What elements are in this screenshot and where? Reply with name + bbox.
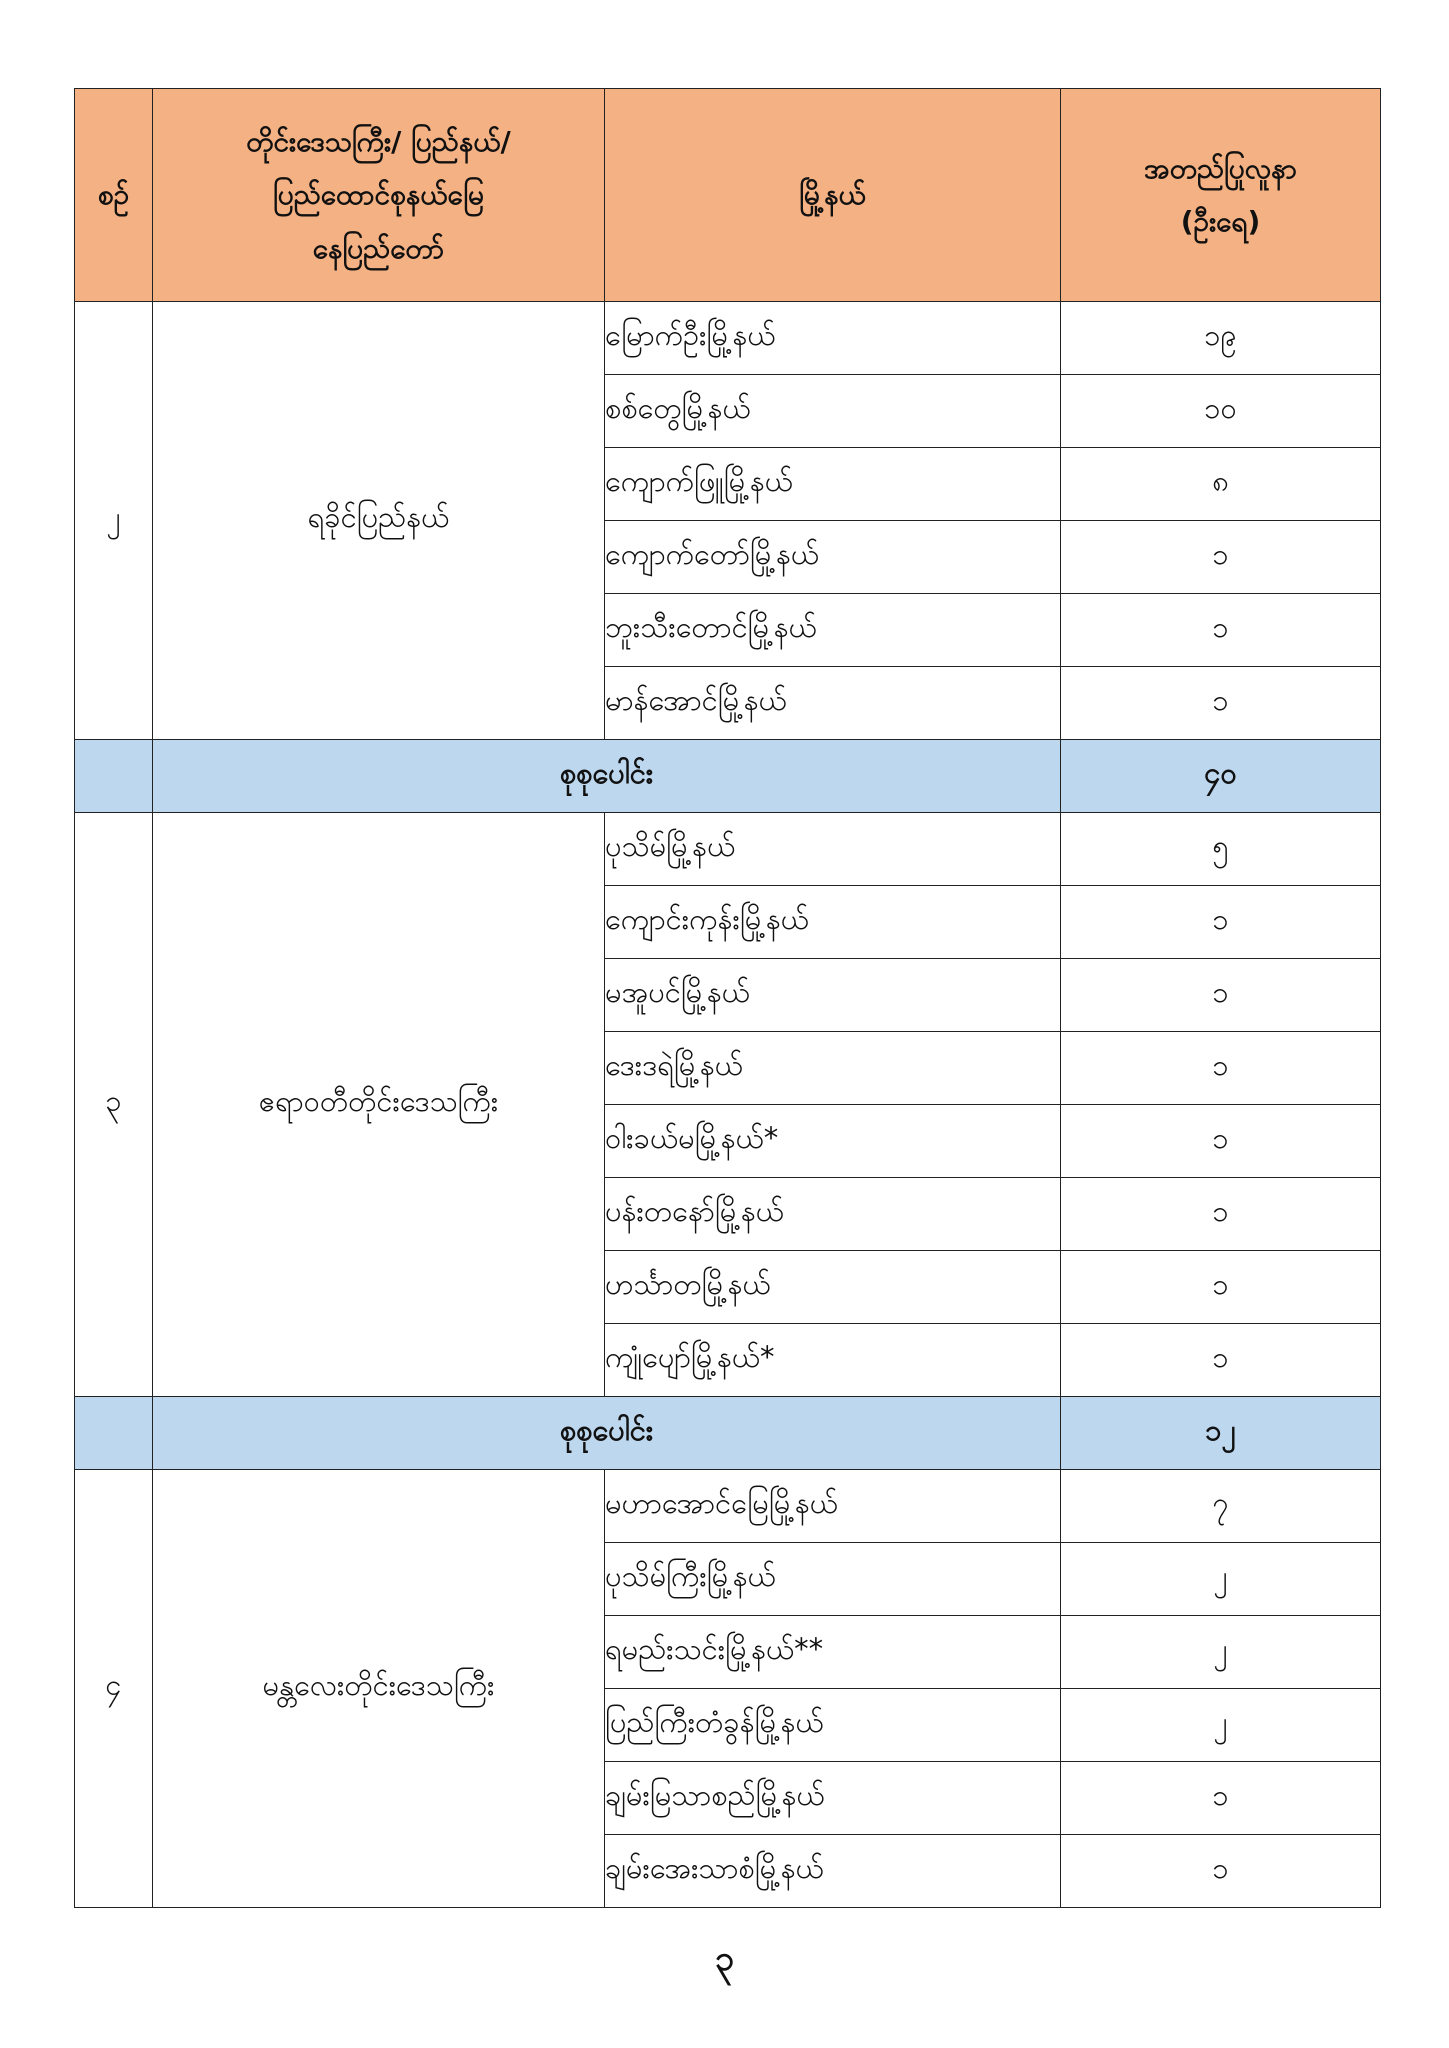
township-cell: ချမ်းမြသာစည်မြို့နယ် <box>605 1762 1061 1835</box>
subtotal-label: စုစုပေါင်း <box>153 1397 1061 1470</box>
header-region-line3: နေပြည်တော် <box>312 231 445 265</box>
subtotal-row <box>75 740 1381 813</box>
table-row <box>75 302 1381 375</box>
township-cell: ကျောက်ဖြူမြို့နယ် <box>605 448 1061 521</box>
township-cell: မအူပင်မြို့နယ် <box>605 959 1061 1032</box>
subtotal-value: ၁၂ <box>1061 1397 1381 1470</box>
header-sr-text: စဉ် <box>97 178 130 212</box>
count-cell: ၁၀ <box>1061 375 1381 448</box>
header-row <box>75 89 1381 302</box>
table-row <box>75 813 1381 886</box>
subtotal-empty-cell <box>75 740 153 813</box>
count-cell: ၁ <box>1061 521 1381 594</box>
count-cell: ၁ <box>1061 1105 1381 1178</box>
count-cell: ၁ <box>1061 1251 1381 1324</box>
subtotal-label: စုစုပေါင်း <box>153 740 1061 813</box>
group-sr: ၃ <box>75 813 153 1397</box>
township-cell: စစ်တွေမြို့နယ် <box>605 375 1061 448</box>
header-count <box>1061 89 1381 302</box>
cases-table <box>74 88 1381 1908</box>
township-cell: ကျောက်တော်မြို့နယ် <box>605 521 1061 594</box>
township-cell: မြောက်ဦးမြို့နယ် <box>605 302 1061 375</box>
count-cell: ၁ <box>1061 886 1381 959</box>
header-count-line2: (ဦးရေ) <box>1180 205 1261 238</box>
count-cell: ၁ <box>1061 1762 1381 1835</box>
count-cell: ၁ <box>1061 1835 1381 1908</box>
header-township-text: မြို့နယ် <box>799 178 866 212</box>
subtotal-row <box>75 1397 1381 1470</box>
township-cell: ဘူးသီးတောင်မြို့နယ် <box>605 594 1061 667</box>
count-cell: ၁ <box>1061 959 1381 1032</box>
township-cell: ပုသိမ်ကြီးမြို့နယ် <box>605 1543 1061 1616</box>
township-cell: ရမည်းသင်းမြို့နယ်** <box>605 1616 1061 1689</box>
header-region-line1: တိုင်းဒေသကြီး/ ပြည်နယ်/ <box>246 125 511 159</box>
township-cell: ပန်းတနော်မြို့နယ် <box>605 1178 1061 1251</box>
group-sr: ၂ <box>75 302 153 740</box>
township-cell: ပုသိမ်မြို့နယ် <box>605 813 1061 886</box>
group-sr: ၄ <box>75 1470 153 1908</box>
header-region <box>153 89 605 302</box>
subtotal-empty-cell <box>75 1397 153 1470</box>
township-cell: မာန်အောင်မြို့နယ် <box>605 667 1061 740</box>
count-cell: ၁၉ <box>1061 302 1381 375</box>
group-region: ဧရာဝတီတိုင်းဒေသကြီး <box>153 813 605 1397</box>
header-sr <box>75 89 153 302</box>
township-cell: ဒေးဒရဲမြို့နယ် <box>605 1032 1061 1105</box>
header-region-line2: ပြည်ထောင်စုနယ်မြေ <box>273 178 484 212</box>
count-cell: ၂ <box>1061 1543 1381 1616</box>
count-cell: ၁ <box>1061 667 1381 740</box>
group-region: မန္တလေးတိုင်းဒေသကြီး <box>153 1470 605 1908</box>
count-cell: ၅ <box>1061 813 1381 886</box>
group-region: ရခိုင်ပြည်နယ် <box>153 302 605 740</box>
subtotal-value: ၄၀ <box>1061 740 1381 813</box>
header-count-line1: အတည်ပြုလူနာ <box>1144 151 1297 185</box>
count-cell: ၂ <box>1061 1689 1381 1762</box>
township-cell: မဟာအောင်မြေမြို့နယ် <box>605 1470 1061 1543</box>
township-cell: ဟင်္သာတမြို့နယ် <box>605 1251 1061 1324</box>
township-cell: ချမ်းအေးသာစံမြို့နယ် <box>605 1835 1061 1908</box>
count-cell: ၂ <box>1061 1616 1381 1689</box>
township-cell: ကျုံပျော်မြို့နယ်* <box>605 1324 1061 1397</box>
count-cell: ၇ <box>1061 1470 1381 1543</box>
count-cell: ၁ <box>1061 1324 1381 1397</box>
count-cell: ၁ <box>1061 1032 1381 1105</box>
township-cell: ကျောင်းကုန်းမြို့နယ် <box>605 886 1061 959</box>
township-cell: ပြည်ကြီးတံခွန်မြို့နယ် <box>605 1689 1061 1762</box>
count-cell: ၁ <box>1061 1178 1381 1251</box>
count-cell: ၁ <box>1061 594 1381 667</box>
township-cell: ဝါးခယ်မမြို့နယ်* <box>605 1105 1061 1178</box>
table-row <box>75 1470 1381 1543</box>
header-township <box>605 89 1061 302</box>
page-number: ၃ <box>714 1939 735 1979</box>
count-cell: ၈ <box>1061 448 1381 521</box>
